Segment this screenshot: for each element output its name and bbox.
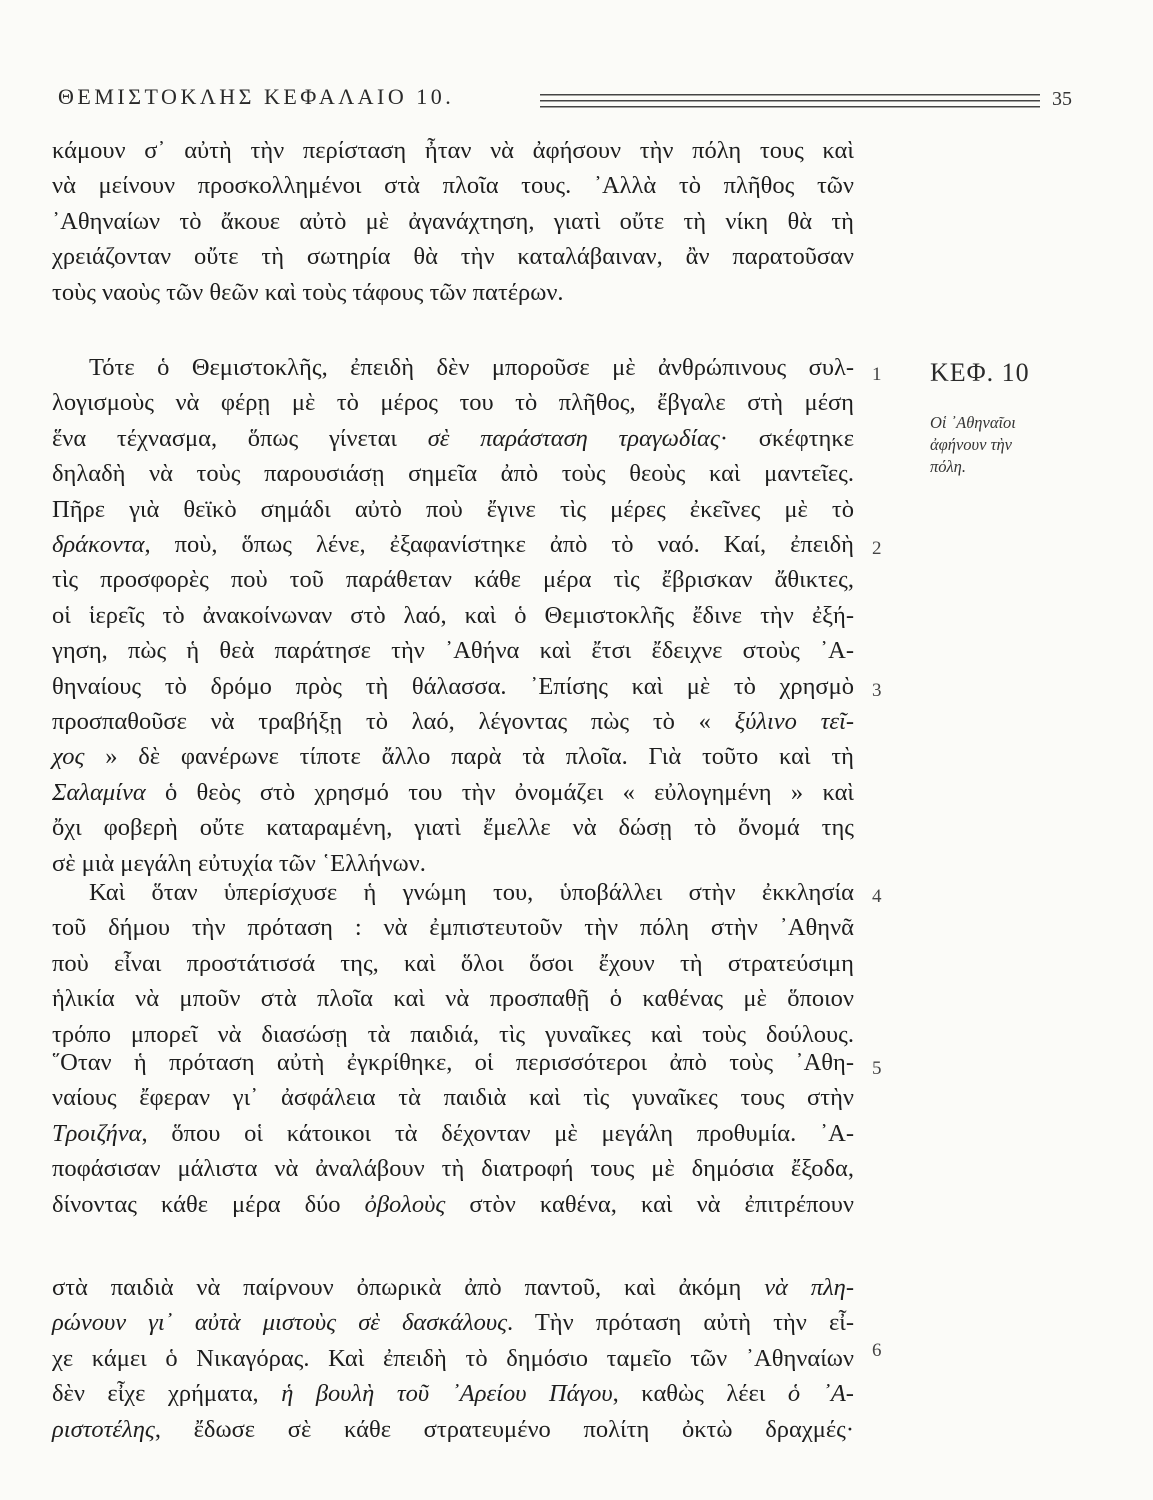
italic-span: δράκοντα: [52, 531, 145, 558]
text-line: [52, 1187, 854, 1223]
text-line: [52, 385, 854, 421]
margin-section-number: 6: [872, 1340, 882, 1361]
text-span: ποφάσισαν μάλιστα νὰ ἀναλάβουν τὴ διατροφή τους μὲ δημόσια ἔξοδα,: [52, 1155, 854, 1182]
text-span: νὰ μείνουν προσκολλημένοι στὰ πλοῖα τους. ᾿Αλλὰ τὸ πλῆθος τῶν: [52, 172, 854, 199]
text-span: προσπαθοῦσε νὰ τραβήξῃ τὸ λαό, λέγοντας πὼς τὸ «: [52, 708, 735, 735]
text-span: , ποὺ, ὅπως λένε, ἐξαφανίστηκε ἀπὸ τὸ ναό. Καί, ἐπειδὴ: [144, 531, 854, 558]
text-span: Καὶ ὅταν ὑπερίσχυσε ἡ γνώμη του, ὑποβάλλει στὴν ἐκκλησία: [89, 879, 854, 906]
text-line: [52, 456, 854, 492]
text-line: [52, 910, 854, 946]
italic-span: Τροιζήνα: [52, 1120, 142, 1147]
margin-section-number: 5: [872, 1058, 882, 1079]
text-span: δὲν εἶχε χρήματα,: [52, 1380, 282, 1407]
text-span: ἡλικία νὰ μποῦν στὰ πλοῖα καὶ νὰ προσπαθῇ ὁ καθένας μὲ ὅποιον: [52, 985, 854, 1012]
text-span: . Τὴν πρόταση αὐτὴ τὴν εἶ-: [507, 1309, 854, 1336]
text-span: στὰ παιδιὰ νὰ παίρνουν ὀπωρικὰ ἀπὸ παντοῦ, καὶ ἀκόμη: [52, 1274, 765, 1301]
text-line: [52, 239, 854, 275]
text-span: χε κάμει ὁ Νικαγόρας. Καὶ ἐπειδὴ τὸ δημόσιο ταμεῖο τῶν ᾿Αθηναίων: [52, 1345, 854, 1372]
text-span: , ἔδωσε σὲ κάθε στρατευμένο πολίτη ὀκτὼ δραχμές·: [154, 1416, 854, 1443]
text-span: , ὅπου οἱ κάτοικοι τὰ δέχονταν μὲ μεγάλη προθυμία. ᾿Α-: [141, 1120, 854, 1147]
text-line: [52, 204, 854, 240]
margin-section-number: 1: [872, 364, 882, 385]
text-line: [52, 810, 854, 846]
margin-section-number: 2: [872, 538, 882, 559]
running-header: [58, 84, 1078, 118]
chapter-heading: ΚΕΦ. 10: [930, 358, 1030, 387]
text-span: δίνοντας κάθε μέρα δύο: [52, 1191, 365, 1218]
text-line: [52, 1270, 854, 1306]
text-span: ᾿Αθηναίων τὸ ἄκουε αὐτὸ μὲ ἀγανάχτηση, γιατὶ οὔτε τὴ νίκη θὰ τὴ: [52, 208, 854, 235]
italic-span: ἡ βουλὴ τοῦ ᾿Αρείου Πάγου: [281, 1380, 613, 1407]
text-span: θηναίους τὸ δρόμο πρὸς τὴ θάλασσα. ᾿Επίσης καὶ μὲ τὸ χρησμὸ: [52, 673, 854, 700]
text-span: ὄχι φοβερὴ οὔτε καταραμένη, γιατὶ ἔμελλε νὰ δώσῃ τὸ ὄνομά της: [52, 814, 854, 841]
text-span: Τότε ὁ Θεμιστοκλῆς, ἐπειδὴ δὲν μποροῦσε μὲ ἀνθρώπινους συλ-: [89, 354, 854, 381]
text-line: [52, 1116, 854, 1152]
text-span: ὁ θεὸς στὸ χρησμό του τὴν ὀνομάζει « εὐλογημένη » καὶ: [145, 779, 854, 806]
chapter-subtitle-line: ἀφήνουν τὴν: [930, 435, 1012, 454]
chapter-subtitle: [930, 412, 1070, 478]
text-span: ἕνα τέχνασμα, ὅπως γίνεται: [52, 425, 428, 452]
text-line: [52, 946, 854, 982]
italic-span: χος: [52, 743, 85, 770]
text-line: [52, 1080, 854, 1116]
text-span: ῞Οταν ἡ πρόταση αὐτὴ ἐγκρίθηκε, οἱ περισσότεροι ἀπὸ τοὺς ᾿Αθη-: [52, 1049, 854, 1076]
chapter-subtitle-line: Οἱ ᾿Αθηναῖοι: [930, 413, 1016, 432]
text-line: [52, 598, 854, 634]
running-title: ΘΕΜΙΣΤΟΚΛΗΣ ΚΕΦΑΛΑΙΟ 10.: [58, 84, 455, 109]
italic-span: ριστοτέλης: [52, 1416, 155, 1443]
text-line: [52, 350, 854, 386]
text-span: ποὺ εἶναι προστάτισσά της, καὶ ὅλοι ὅσοι ἔχουν τὴ στρατεύσιμη: [52, 950, 854, 977]
text-line: [52, 1305, 854, 1341]
text-line: [52, 133, 854, 169]
text-span: λογισμοὺς νὰ φέρῃ μὲ τὸ μέρος του τὸ πλῆθος, ἔβγαλε στὴ μέση: [52, 389, 854, 416]
text-span: στὸν καθένα, καὶ νὰ ἐπιτρέπουν: [445, 1191, 854, 1218]
text-span: δηλαδὴ νὰ τοὺς παρουσιάσῃ σημεῖα ἀπὸ τοὺς θεοὺς καὶ μαντεῖες.: [52, 460, 854, 487]
text-line: [52, 669, 854, 705]
text-span: τοῦ δήμου τὴν πρόταση : νὰ ἐμπιστευτοῦν τὴν πόλη στὴν ᾿Αθηνᾶ: [52, 914, 854, 941]
text-line: [52, 1412, 854, 1448]
page-number: 35: [1052, 88, 1072, 110]
italic-span: νὰ πλη-: [764, 1274, 854, 1301]
italic-span: Σαλαμίνα: [52, 779, 146, 806]
text-line: [52, 1341, 854, 1377]
header-rule: [540, 88, 1040, 108]
text-span: · σκέφτηκε: [719, 425, 854, 452]
text-span: τοὺς ναοὺς τῶν θεῶν καὶ τοὺς τάφους τῶν πατέρων.: [52, 279, 564, 306]
text-span: χρειάζονταν οὔτε τὴ σωτηρία θὰ τὴν καταλάβαιναν, ἂν παρατοῦσαν: [52, 243, 854, 270]
italic-span: ρώνουν γι᾿ αὐτὰ μιστοὺς σὲ δασκάλους: [52, 1309, 508, 1336]
italic-span: ξύλινο τεῖ-: [734, 708, 854, 735]
text-line: [52, 421, 854, 457]
text-span: γηση, πὼς ἡ θεὰ παράτησε τὴν ᾿Αθήνα καὶ ἔτσι ἔδειχνε στοὺς ᾿Α-: [52, 637, 854, 664]
text-line: [52, 775, 854, 811]
text-line: [52, 492, 854, 528]
text-line: [52, 168, 854, 204]
italic-span: ὁ ᾿Α-: [787, 1380, 854, 1407]
text-span: κάμουν σ᾿ αὐτὴ τὴν περίσταση ἦταν νὰ ἀφήσουν τὴν πόλη τους καὶ: [52, 137, 854, 164]
text-span: οἱ ἱερεῖς τὸ ἀνακοίνωναν στὸ λαό, καὶ ὁ Θεμιστοκλῆς ἔδινε τὴν ἐξή-: [52, 602, 854, 629]
text-line: [52, 527, 854, 563]
text-span: ναίους ἔφεραν γι᾿ ἀσφάλεια τὰ παιδιὰ καὶ τὶς γυναῖκες τους στὴν: [52, 1084, 854, 1111]
text-line: [52, 1151, 854, 1187]
text-line: [52, 1376, 854, 1412]
text-line: [52, 875, 854, 911]
italic-span: ὀβολοὺς: [364, 1191, 446, 1218]
text-line: [52, 562, 854, 598]
text-span: Πῆρε γιὰ θεϊκὸ σημάδι αὐτὸ ποὺ ἔγινε τὶς μέρες ἐκεῖνες μὲ τὸ: [52, 496, 854, 523]
text-span: τὶς προσφορὲς ποὺ τοῦ παράθεταν κάθε μέρα τὶς ἔβρισκαν ἄθικτες,: [52, 566, 854, 593]
text-span: » δὲ φανέρωνε τίποτε ἄλλο παρὰ τὰ πλοῖα. Γιὰ τοῦτο καὶ τὴ: [84, 743, 854, 770]
text-line: [52, 633, 854, 669]
text-span: , καθὼς λέει: [612, 1380, 788, 1407]
margin-section-number: 3: [872, 680, 882, 701]
text-line: [52, 739, 854, 775]
text-span: σὲ μιὰ μεγάλη εὐτυχία τῶν ῾Ελλήνων.: [52, 850, 426, 877]
italic-span: σὲ παράσταση τραγωδίας: [427, 425, 720, 452]
text-line: [52, 981, 854, 1017]
margin-section-number: 4: [872, 886, 882, 907]
text-line: [52, 704, 854, 740]
text-line: [52, 275, 854, 311]
chapter-subtitle-line: πόλη.: [930, 457, 966, 476]
text-line: [52, 1045, 854, 1081]
text-span: τρόπο μπορεῖ νὰ διασώσῃ τὰ παιδιά, τὶς γυναῖκες καὶ τοὺς δούλους.: [52, 1021, 854, 1048]
